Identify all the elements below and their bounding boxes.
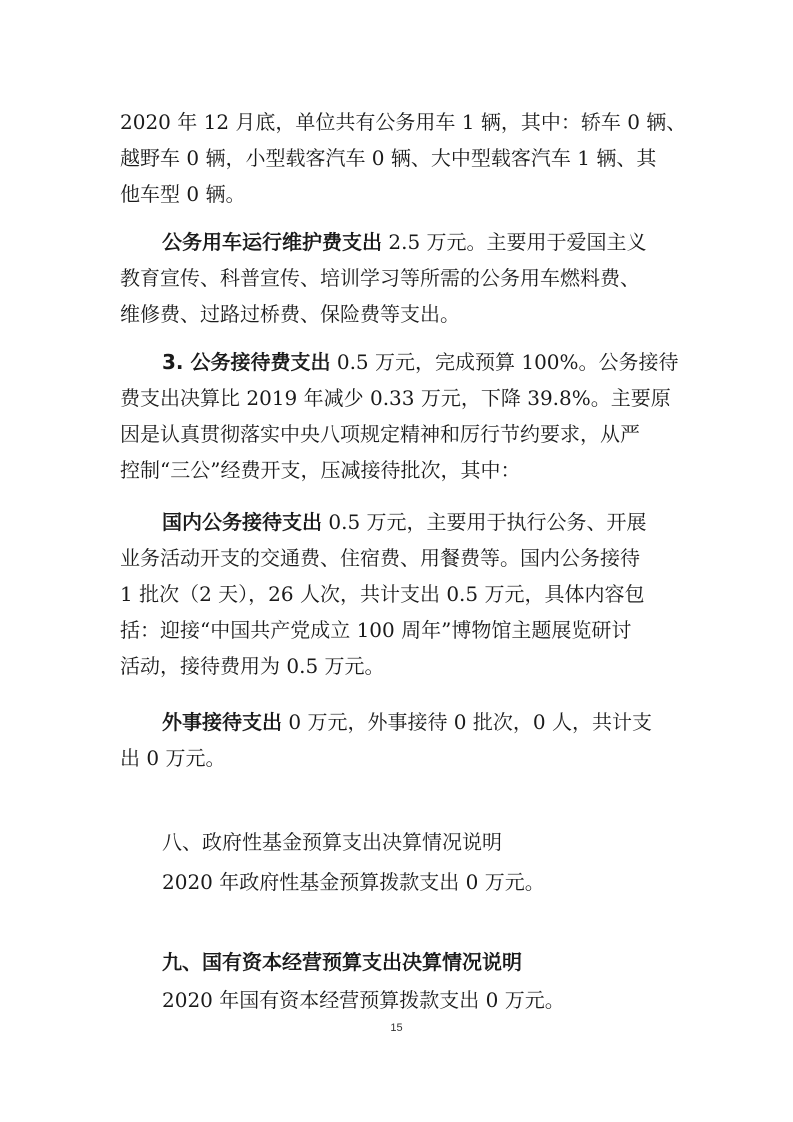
text-line: 1 批次（2 天），26 人次，共计支出 0.5 万元，具体内容包 (120, 582, 645, 606)
section-text-state-capital: 2020 年国有资本经营预算拨款支出 0 万元。 (162, 988, 565, 1012)
text-line: 活动，接待费用为 0.5 万元。 (120, 654, 385, 678)
text-line: 出 0 万元。 (120, 746, 226, 770)
section-heading-state-capital: 九、国有资本经营预算支出决算情况说明 (162, 950, 522, 974)
text-line (120, 504, 690, 540)
paragraph-vehicle-count (120, 104, 690, 212)
text-line: 他车型 0 辆。 (120, 182, 246, 206)
bold-term: 外事接待支出 (162, 710, 282, 734)
text-line (120, 704, 690, 740)
text-line (120, 224, 690, 260)
text-run: 2.5 万元。主要用于爱国主义 (382, 230, 647, 254)
text-line: 业务活动开支的交通费、住宿费、用餐费等。国内公务接待 (120, 546, 640, 570)
text-line: 括：迎接“中国共产党成立 100 周年”博物馆主题展览研讨 (120, 618, 632, 642)
text-line: 费支出决算比 2019 年减少 0.33 万元，下降 39.8%。主要原 (120, 386, 671, 410)
paragraph-vehicle-maintenance (120, 224, 690, 332)
page-number: 15 (390, 1022, 403, 1034)
text-line: 因是认真贯彻落实中央八项规定精神和厉行节约要求，从严 (120, 422, 640, 446)
section-text-government-fund: 2020 年政府性基金预算拨款支出 0 万元。 (162, 870, 545, 894)
text-run: 0.5 万元，主要用于执行公务、开展 (322, 510, 647, 534)
text-line: 控制“三公”经费开支，压减接待批次，其中： (120, 458, 521, 482)
text-line (120, 344, 690, 380)
paragraph-reception-expense (120, 344, 690, 488)
text-run: 0.5 万元，完成预算 100%。公务接待 (330, 350, 679, 374)
section-heading-government-fund: 八、政府性基金预算支出决算情况说明 (162, 830, 502, 854)
bold-term: 公务用车运行维护费支出 (162, 230, 382, 254)
text-line: 2020 年 12 月底，单位共有公务用车 1 辆，其中：轿车 0 辆、 (120, 110, 687, 134)
text-line: 越野车 0 辆，小型载客汽车 0 辆、大中型载客汽车 1 辆、其 (120, 146, 657, 170)
text-line: 教育宣传、科普宣传、培训学习等所需的公务用车燃料费、 (120, 266, 640, 290)
text-line: 维修费、过路过桥费、保险费等支出。 (120, 302, 460, 326)
bold-term: 3. 公务接待费支出 (162, 350, 331, 374)
bold-term: 国内公务接待支出 (162, 510, 322, 534)
paragraph-foreign-reception (120, 704, 690, 776)
text-run: 0 万元，外事接待 0 批次，0 人，共计支 (282, 710, 652, 734)
paragraph-domestic-reception (120, 504, 690, 684)
